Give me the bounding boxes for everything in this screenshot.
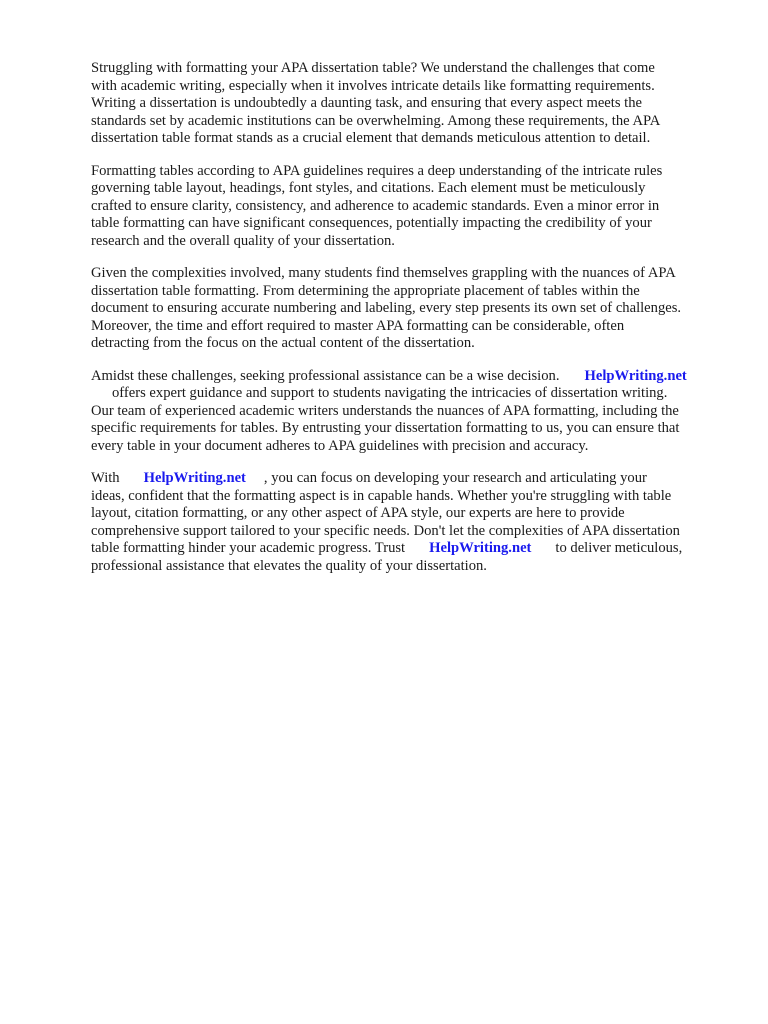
paragraph-line: Struggling with formatting your APA dissertation table? We understand the challenges that come: [91, 60, 655, 76]
document-page: [91, 60, 731, 590]
paragraph-line: Our team of experienced academic writers understands the nuances of APA formatting, including the: [91, 402, 679, 419]
paragraph-line: every table in your document adheres to APA guidelines with precision and accuracy.: [91, 437, 589, 454]
helpwriting-link[interactable]: HelpWriting.net: [143, 470, 246, 486]
paragraph-text: , you can focus on developing your research and articulating your: [263, 470, 647, 486]
paragraph-text: table formatting hinder your academic progress. Trust: [91, 540, 406, 556]
paragraph-line: with academic writing, especially when it involves intricate details like formatting requirements.: [91, 77, 655, 94]
paragraph-line: specific requirements for tables. By entrusting your dissertation formatting to us, you can ensure that: [91, 420, 680, 436]
paragraph-line: ideas, confident that the formatting aspect is in capable hands. Whether you're struggling with table: [91, 487, 672, 504]
paragraph-text: Amidst these challenges, seeking professional assistance can be a wise decision.: [91, 367, 560, 384]
helpwriting-link[interactable]: HelpWriting.net: [429, 540, 532, 556]
paragraph-line: offers expert guidance and support to students navigating the intricacies of dissertation writing.: [112, 385, 668, 401]
paragraph-line: Given the complexities involved, many students find themselves grappling with the nuances of APA: [91, 265, 676, 281]
paragraph-line: dissertation table formatting. From determining the appropriate placement of tables within the: [91, 282, 640, 299]
paragraph-4: [91, 368, 731, 456]
paragraph-line: comprehensive support tailored to your specific needs. Don't let the complexities of APA dissertation: [91, 522, 680, 539]
paragraph-line: [91, 540, 731, 558]
paragraph-line: document to ensuring accurate numbering and labeling, every step presents its own set of challenges.: [91, 300, 682, 316]
paragraph-line: [91, 368, 731, 386]
paragraph-line: Formatting tables according to APA guidelines requires a deep understanding of the intricate rules: [91, 162, 663, 179]
paragraph-line: crafted to ensure clarity, consistency, and adherence to academic standards. Even a minor error in: [91, 197, 660, 214]
paragraph-line: Writing a dissertation is undoubtedly a daunting task, and ensuring that every aspect meets the: [91, 95, 642, 111]
helpwriting-link[interactable]: HelpWriting.net: [584, 367, 687, 384]
paragraph-text: With: [91, 470, 120, 486]
paragraph-line: standards set by academic institutions can be overwhelming. Among these requirements, the APA: [91, 112, 661, 129]
paragraph-line: detracting from the focus on the actual content of the dissertation.: [91, 335, 475, 351]
paragraph-line: layout, citation formatting, or any other aspect of APA style, our experts are here to provide: [91, 505, 625, 521]
paragraph-line: dissertation table format stands as a crucial element that demands meticulous attention to detail.: [91, 130, 651, 146]
paragraph-1: [91, 60, 731, 148]
paragraph-line: professional assistance that elevates the quality of your dissertation.: [91, 557, 487, 574]
paragraph-line: [91, 470, 731, 488]
paragraph-line: governing table layout, headings, font styles, and citations. Each element must be meticulously: [91, 180, 646, 196]
paragraph-5: [91, 470, 731, 575]
paragraph-line: research and the overall quality of your dissertation.: [91, 232, 395, 249]
paragraph-line: table formatting can have significant consequences, potentially impacting the credibility of your: [91, 215, 652, 231]
paragraph-text: to deliver meticulous,: [555, 540, 683, 556]
paragraph-3: [91, 265, 731, 353]
paragraph-line: Moreover, the time and effort required to master APA formatting can be considerable, often: [91, 317, 625, 334]
paragraph-2: [91, 163, 731, 251]
